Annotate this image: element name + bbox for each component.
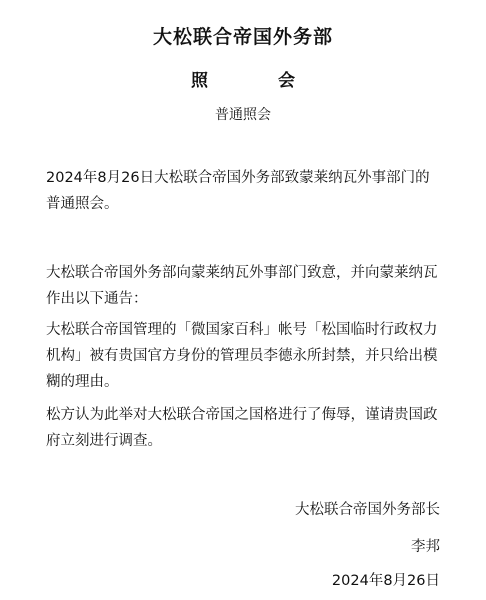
paragraph-notice: 大松联合帝国管理的「微国家百科」帐号「松国临时行政权力机构」被有贵国官方身份的管理员李德永所封禁，并只给出模糊的理由。 <box>46 322 438 390</box>
document-subtitle <box>0 66 486 91</box>
paragraph-greeting: 大松联合帝国外务部向蒙莱纳瓦外事部门致意，并向蒙莱纳瓦作出以下通告： <box>46 265 438 307</box>
signature-date: 2024年8月26日 <box>331 573 440 589</box>
signature-name: 李邦 <box>411 539 440 555</box>
subtitle-char-2: 会 <box>278 71 295 91</box>
signature-office: 大松联合帝国外务部长 <box>295 502 440 518</box>
subtitle-char-1: 照 <box>191 71 208 91</box>
document-title: 大松联合帝国外务部 <box>152 26 333 48</box>
paragraph-intro: 2024年8月26日大松联合帝国外务部致蒙莱纳瓦外事部门的普通照会。 <box>46 170 430 212</box>
note-type: 普通照会 <box>215 107 271 123</box>
paragraph-request: 松方认为此举对大松联合帝国之国格进行了侮辱，谨请贵国政府立刻进行调查。 <box>46 407 438 449</box>
